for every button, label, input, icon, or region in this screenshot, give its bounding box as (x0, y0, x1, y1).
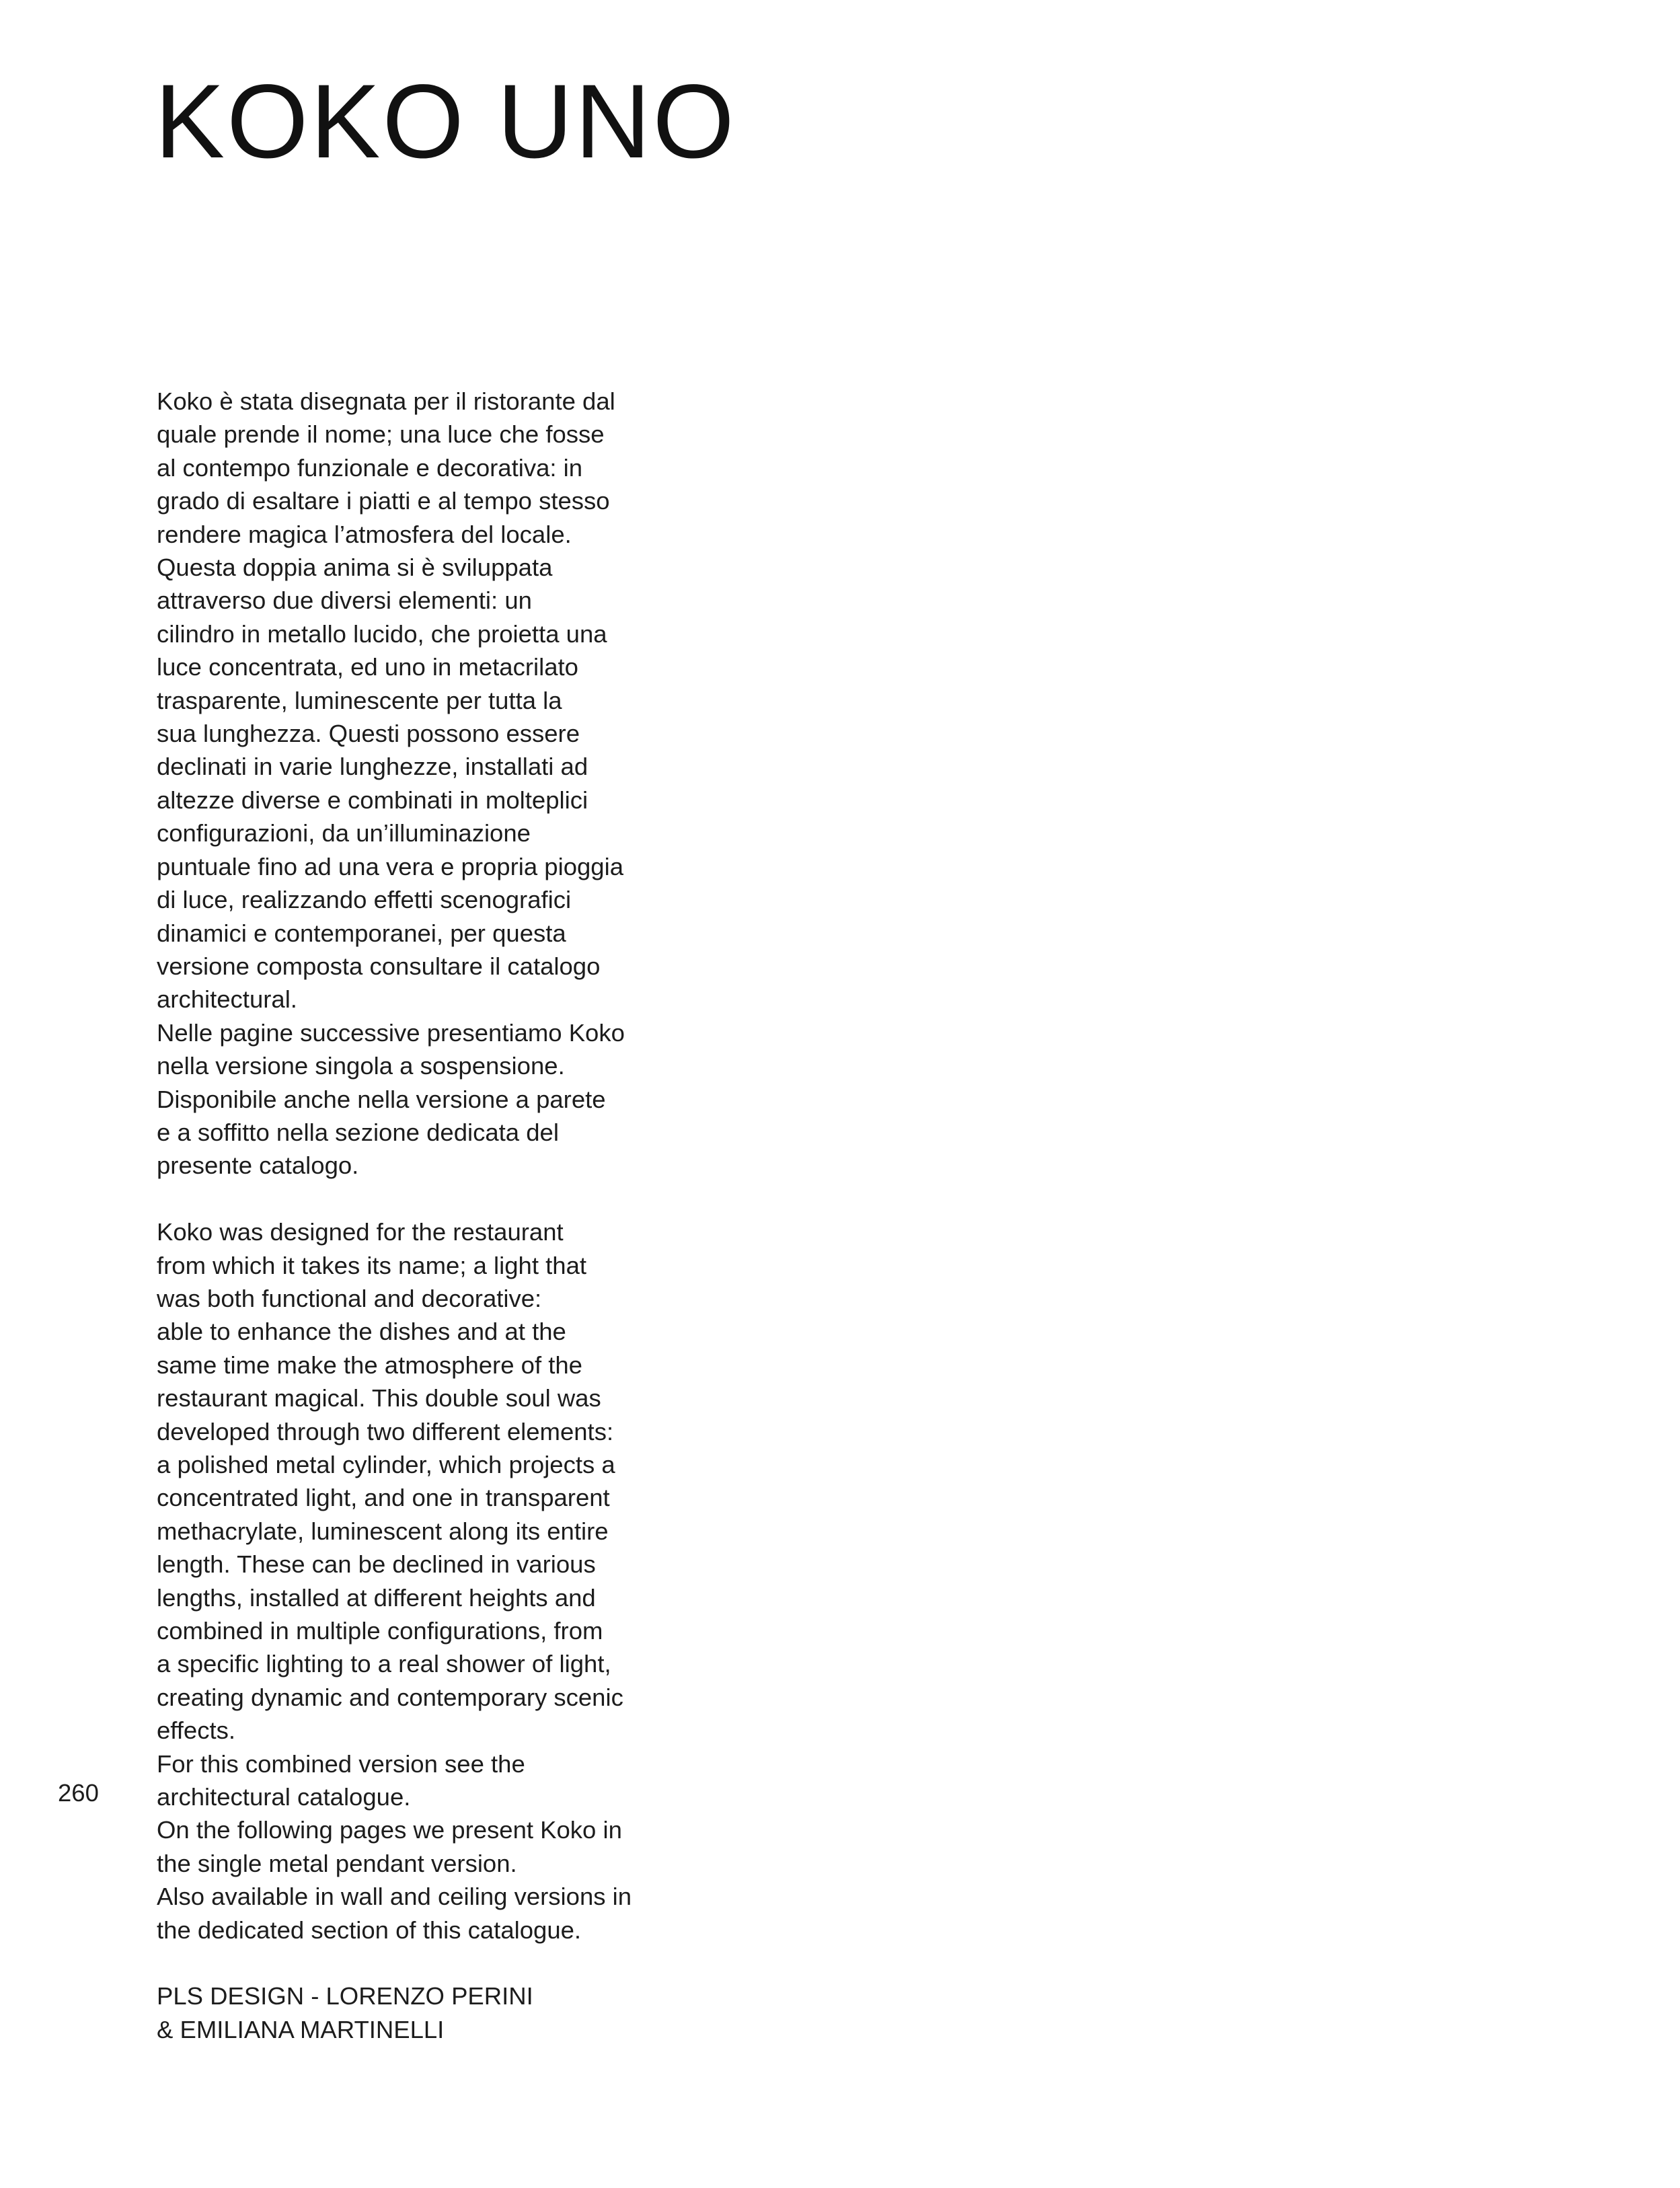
italian-line: e a soffitto nella sezione dedicata del (157, 1118, 559, 1146)
english-line: Also available in wall and ceiling versions in (157, 1883, 632, 1911)
italian-line: attraverso due diversi elementi: un (157, 587, 532, 615)
credit-line: & EMILIANA MARTINELLI (157, 2015, 445, 2043)
english-line: concentrated light, and one in transparent (157, 1484, 610, 1512)
italian-line: Koko è stata disegnata per il ristorante dal (157, 387, 615, 415)
english-line: methacrylate, luminescent along its entire (157, 1517, 609, 1545)
english-line: creating dynamic and contemporary scenic (157, 1683, 623, 1711)
italian-line: Questa doppia anima si è sviluppata (157, 554, 553, 582)
paragraph-gap (157, 1947, 688, 1979)
english-line: the single metal pendant version. (157, 1849, 517, 1877)
italian-line: nella versione singola a sospensione. (157, 1052, 565, 1080)
english-line: architectural catalogue. (157, 1783, 411, 1811)
italian-description (157, 385, 688, 1182)
italian-line: al contempo funzionale e decorativa: in (157, 453, 583, 482)
english-line: effects. (157, 1717, 236, 1745)
italian-line: quale prende il nome; una luce che fosse (157, 420, 605, 449)
italian-line: declinati in varie lunghezze, installati ad (157, 753, 588, 781)
italian-line: grado di esaltare i piatti e al tempo stesso (157, 487, 610, 515)
italian-line: cilindro in metallo lucido, che proietta una (157, 619, 607, 648)
text-column (157, 385, 688, 2046)
english-line: from which it takes its name; a light that (157, 1251, 587, 1279)
english-line: was both functional and decorative: (157, 1284, 542, 1312)
english-line: restaurant magical. This double soul was (157, 1384, 601, 1412)
designer-credits (157, 1979, 688, 2046)
italian-line: luce concentrata, ed uno in metacrilato (157, 653, 578, 681)
italian-line: versione composta consultare il catalogo (157, 952, 601, 980)
italian-line: presente catalogo. (157, 1152, 359, 1180)
italian-line: trasparente, luminescente per tutta la (157, 686, 562, 714)
english-line: lengths, installed at different heights and (157, 1583, 596, 1612)
english-line: able to enhance the dishes and at the (157, 1318, 566, 1346)
italian-line: architectural. (157, 985, 297, 1014)
english-line: same time make the atmosphere of the (157, 1351, 582, 1379)
italian-line: Nelle pagine successive presentiamo Koko (157, 1018, 625, 1047)
paragraph-gap (157, 1182, 688, 1215)
italian-line: Disponibile anche nella versione a parete (157, 1085, 606, 1113)
english-line: For this combined version see the (157, 1749, 525, 1778)
italian-line: di luce, realizzando effetti scenografici (157, 886, 572, 914)
page-number: 260 (58, 1779, 99, 1807)
english-line: a polished metal cylinder, which projects a (157, 1450, 615, 1478)
english-line: a specific lighting to a real shower of light, (157, 1650, 611, 1678)
italian-line: altezze diverse e combinati in molteplici (157, 786, 588, 814)
english-line: Koko was designed for the restaurant (157, 1218, 564, 1246)
italian-line: rendere magica l’atmosfera del locale. (157, 520, 572, 548)
english-line: developed through two different elements: (157, 1417, 614, 1445)
english-line: length. These can be declined in various (157, 1550, 596, 1579)
italian-line: puntuale fino ad una vera e propria pioggia (157, 852, 624, 880)
english-line: the dedicated section of this catalogue. (157, 1916, 582, 1944)
italian-line: dinamici e contemporanei, per questa (157, 919, 566, 947)
credit-line: PLS DESIGN - LORENZO PERINI (157, 1982, 533, 2010)
english-description (157, 1215, 688, 1947)
english-line: On the following pages we present Koko in (157, 1816, 622, 1844)
italian-line: sua lunghezza. Questi possono essere (157, 720, 580, 748)
english-line: combined in multiple configurations, from (157, 1617, 603, 1645)
italian-line: configurazioni, da un’illuminazione (157, 819, 531, 847)
page-title: KOKO UNO (155, 63, 736, 180)
